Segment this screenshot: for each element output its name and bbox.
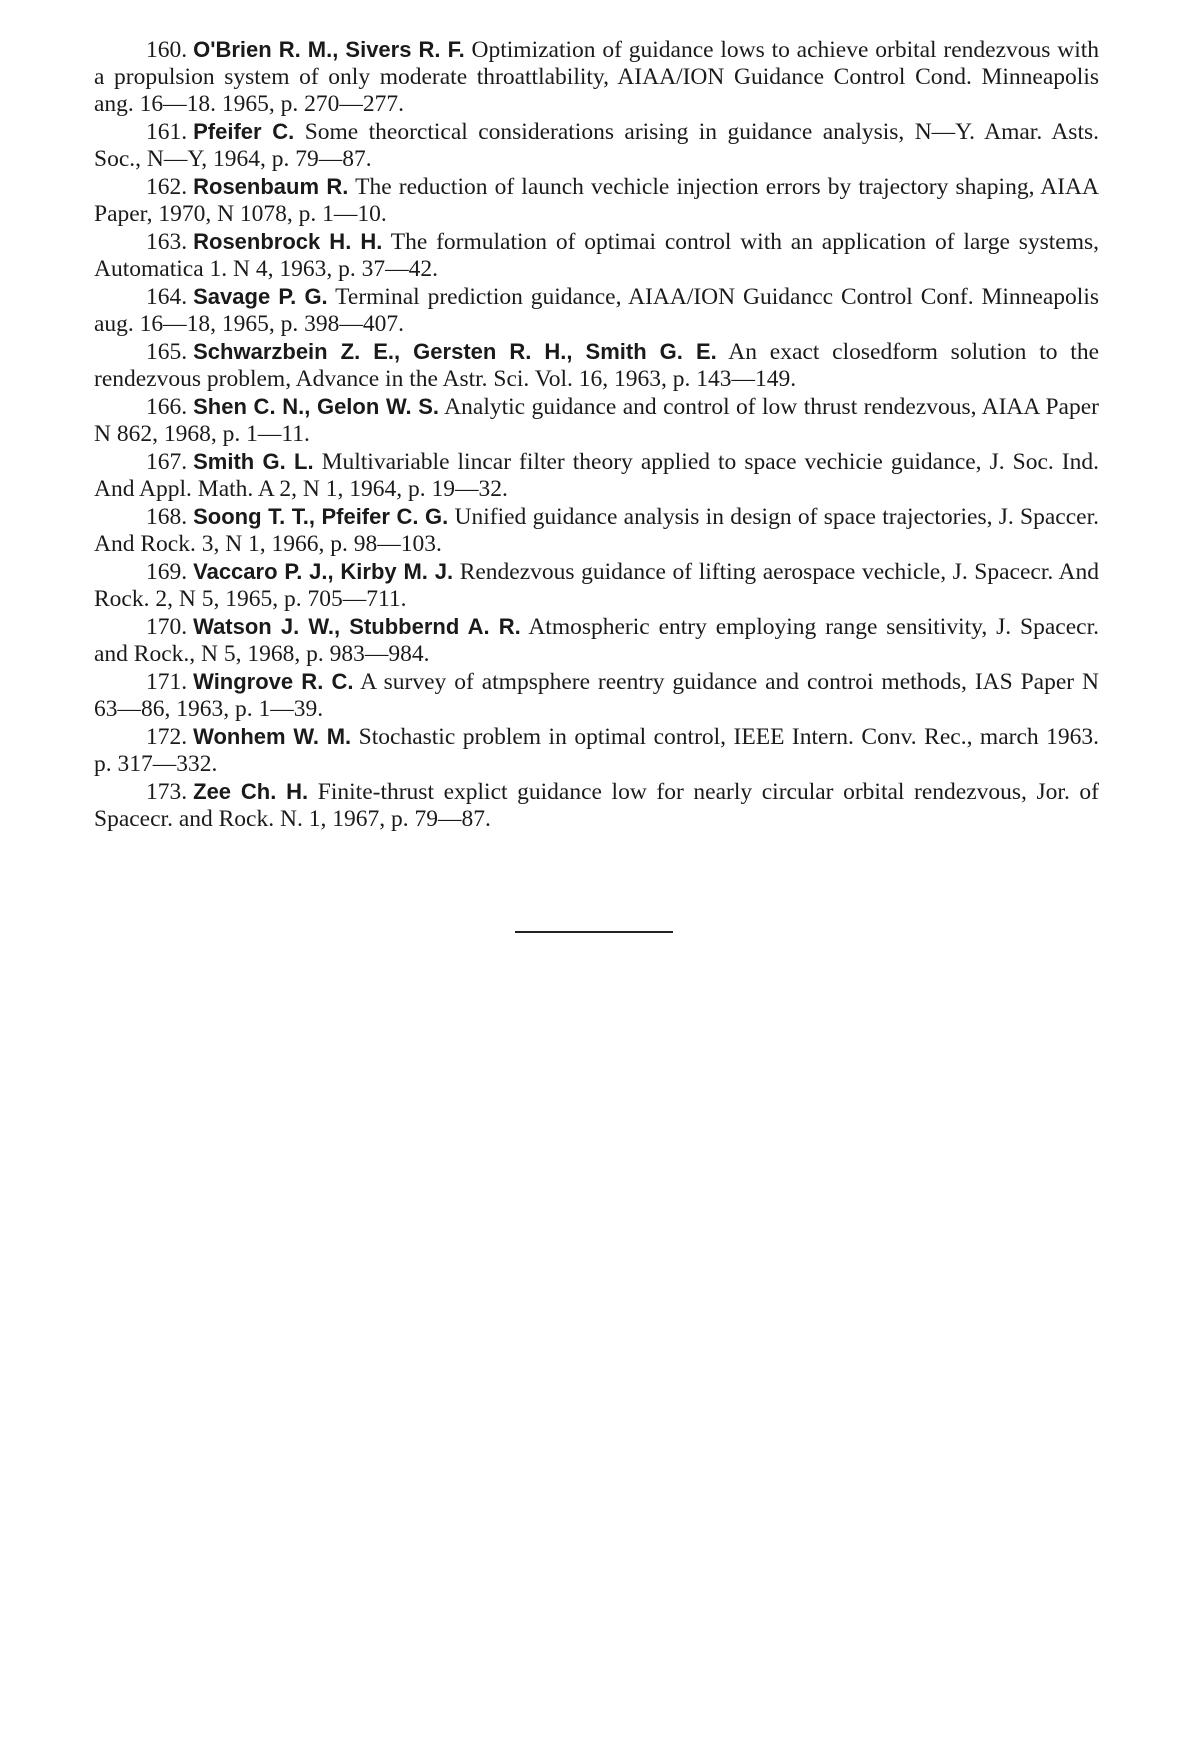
reference-authors: Pfeifer C. <box>193 119 295 144</box>
reference-list <box>94 36 1099 833</box>
reference-authors: Zee Ch. H. <box>193 779 309 804</box>
reference-entry <box>94 668 1099 723</box>
reference-authors: Soong T. T., Pfeifer C. G. <box>193 504 449 529</box>
reference-entry <box>94 503 1099 558</box>
reference-text: Stochastic problem in optimal control, IEEE Intern. Conv. Rec., march 1963. p. 317—332. <box>94 724 1100 777</box>
bibliography-page <box>94 36 1099 833</box>
reference-entry <box>94 36 1099 118</box>
reference-number: 163. <box>146 229 188 255</box>
reference-number: 161. <box>146 119 188 145</box>
reference-text: Unified guidance analysis in design of space trajectories, J. Spaccer. And Rock. 3, N 1, 1966, p. 98—103. <box>94 504 1100 557</box>
end-of-section-rule <box>515 931 673 933</box>
reference-text: The formulation of optimai control with an application of large systems, Automatica 1. N 4, 1963, p. 37—42. <box>94 229 1100 282</box>
reference-text: Terminal prediction guidance, AIAA/ION Guidancc Control Conf. Minneapolis aug. 16—18, 1965, p. 398—407. <box>94 284 1100 337</box>
reference-entry <box>94 558 1099 613</box>
reference-authors: Rosenbaum R. <box>193 174 349 199</box>
reference-text: Some theorctical considerations arising in guidance analysis, N—Y. Amar. Asts. Soc., N—Y, 1964, p. 79—87. <box>94 119 1099 172</box>
reference-number: 171. <box>146 669 188 695</box>
reference-authors: Wingrove R. C. <box>193 669 354 694</box>
reference-entry <box>94 228 1099 283</box>
reference-authors: Smith G. L. <box>193 449 314 474</box>
reference-number: 164. <box>146 284 188 310</box>
reference-entry <box>94 723 1099 778</box>
reference-authors: Vaccaro P. J., Kirby M. J. <box>193 559 454 584</box>
reference-text: An exact closedform solution to the rendezvous problem, Advance in the Astr. Sci. Vol. 16, 1963, p. 143—149. <box>94 339 1099 392</box>
reference-entry <box>94 448 1099 503</box>
reference-number: 172. <box>146 724 188 750</box>
reference-number: 168. <box>146 504 188 530</box>
reference-authors: O'Brien R. M., Sivers R. F. <box>193 37 465 62</box>
reference-number: 169. <box>146 559 188 585</box>
reference-authors: Watson J. W., Stubbernd A. R. <box>193 614 521 639</box>
reference-entry <box>94 118 1099 173</box>
reference-text: Analytic guidance and control of low thrust rendezvous, AIAA Paper N 862, 1968, p. 1—11. <box>94 394 1099 447</box>
reference-text: Rendezvous guidance of lifting aerospace vechicle, J. Spacecr. And Rock. 2, N 5, 1965, p. 705—711. <box>94 559 1100 612</box>
reference-number: 165. <box>146 339 188 365</box>
reference-entry <box>94 778 1099 833</box>
reference-entry <box>94 613 1099 668</box>
reference-authors: Wonhem W. M. <box>193 724 352 749</box>
reference-number: 167. <box>146 449 188 475</box>
reference-text: Finite-thrust explict guidance low for nearly circular orbital rendezvous, Jor. of Spacecr. and Rock. N. 1, 1967, p. 79—87. <box>94 779 1100 832</box>
reference-number: 170. <box>146 614 188 640</box>
reference-number: 160. <box>146 37 188 63</box>
reference-authors: Rosenbrock H. H. <box>193 229 383 254</box>
reference-entry <box>94 283 1099 338</box>
reference-number: 162. <box>146 174 188 200</box>
reference-entry <box>94 338 1099 393</box>
reference-authors: Shen C. N., Gelon W. S. <box>193 394 440 419</box>
reference-text: Multivariable lincar filter theory applied to space vechicie guidance, J. Soc. Ind. And Appl. Math. A 2, N 1, 1964, p. 19—32. <box>94 449 1099 502</box>
reference-entry <box>94 173 1099 228</box>
reference-text: The reduction of launch vechicle injection errors by trajectory shaping, AIAA Paper, 1970, N 1078, p. 1—10. <box>94 174 1099 227</box>
reference-text: Atmospheric entry employing range sensitivity, J. Spacecr. and Rock., N 5, 1968, p. 983—984. <box>94 614 1099 667</box>
reference-number: 173. <box>146 779 188 805</box>
reference-text: A survey of atmpsphere reentry guidance and controi methods, IAS Paper N 63—86, 1963, p. 1—39. <box>94 669 1099 722</box>
reference-number: 166. <box>146 394 188 420</box>
reference-text: Optimization of guidance lows to achieve orbital rendezvous with a propulsion system of only moderate throattlability, AIAA/ION Guidance Control Cond. Minneapolis ang. 16—18. 1965, p. 270—277. <box>94 37 1100 117</box>
reference-entry <box>94 393 1099 448</box>
reference-authors: Savage P. G. <box>193 284 328 309</box>
reference-authors: Schwarzbein Z. E., Gersten R. H., Smith G. E. <box>193 339 717 364</box>
